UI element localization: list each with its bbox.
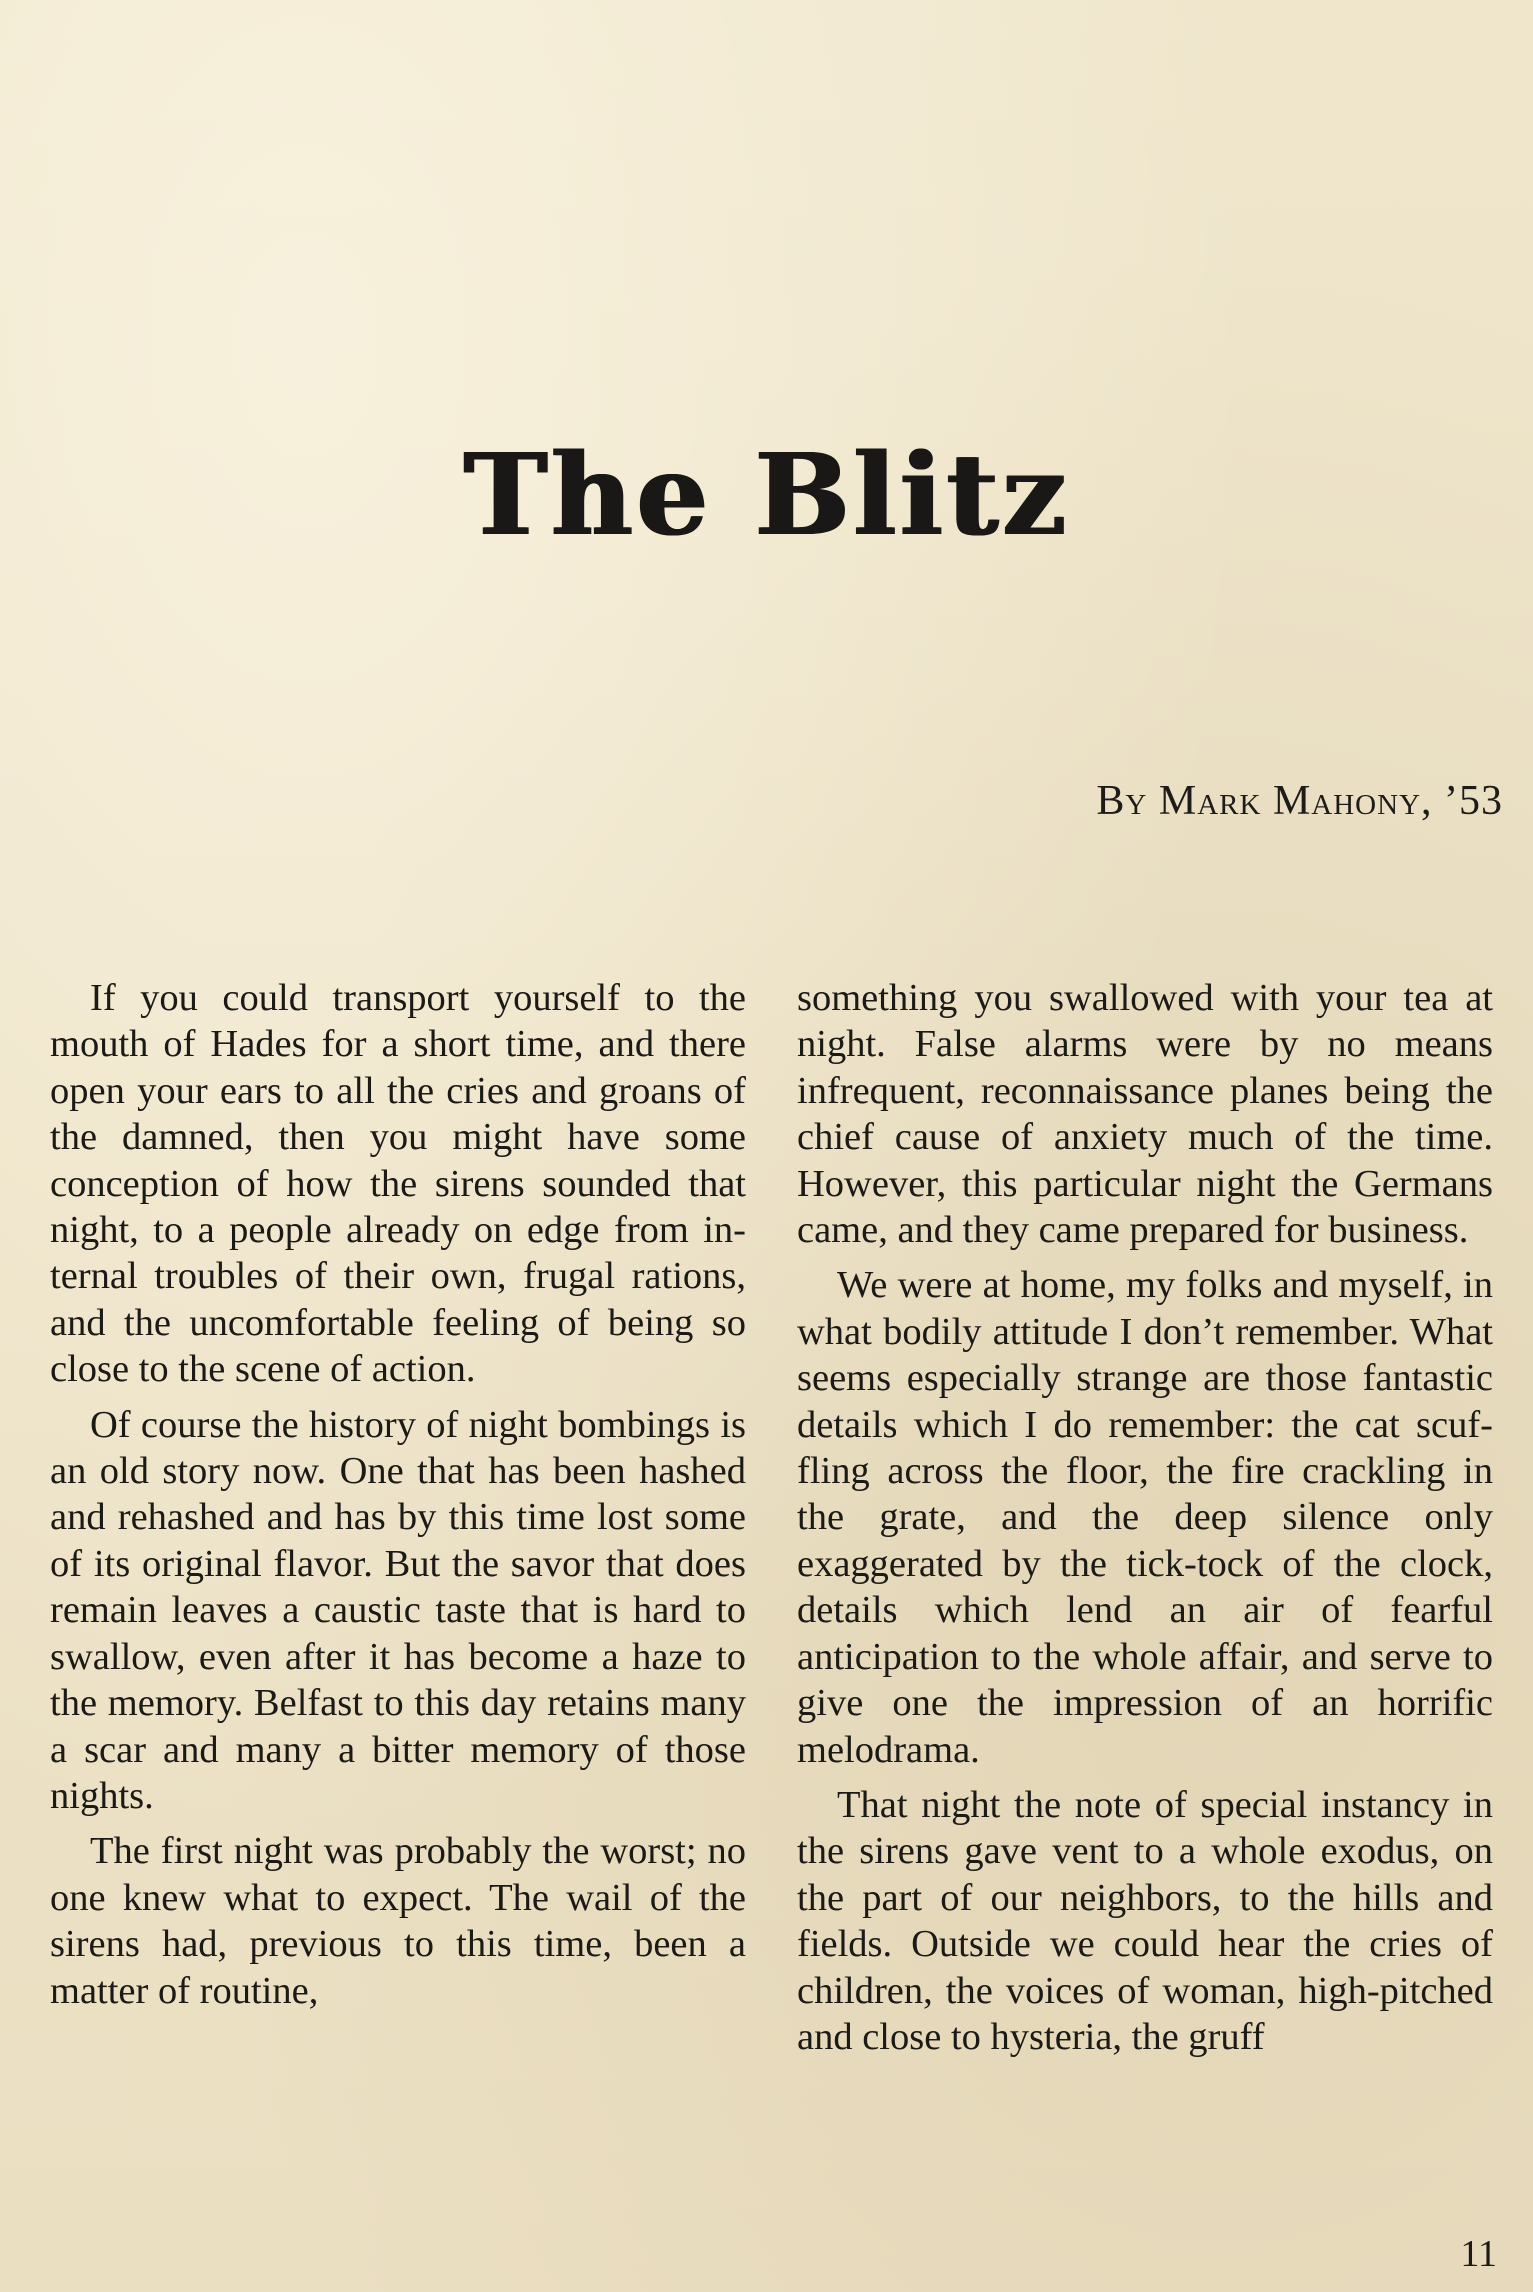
paragraph: We were at home, my folks and myself, in what bodily attitude I don’t remember. What seems especially strange are those fantastic details which I do remember: the cat scuffling across the floor, the fire crackling in the grate, and the deep silence only exaggerated by the tick-tock of the clock, details which lend an air of fearful anticipation to the whole affair, and serve to give one the impression of an horrific melodrama. [797,1264,1493,1771]
paragraph: If you could transport yourself to the mouth of Hades for a short time, and there open your ears to all the cries and groans of the damned, then you might have some conception of how the sirens sounded that night, to a people already on edge from internal troubles of their own, frugal rations, and the uncomfortable feeling of being so close to the scene of action. [50,977,746,1391]
paragraph: Of course the history of night bombings is an old story now. One that has been hashed and rehashed and has by this time lost some of its original flavor. But the savor that does remain leaves a caustic taste that is hard to swallow, even after it has become a haze to the memory. Belfast to this day retains many a scar and many a bitter memory of those nights. [50,1403,746,1817]
article-title: The Blitz [463,430,1070,561]
paragraph: The first night was probably the worst; no one knew what to expect. The wail of the sirens had, previous to this time, been a matter of routine, [50,1830,746,2012]
right-column [797,975,1493,2069]
paragraph: That night the note of special instancy in the sirens gave vent to a whole exodus, on the part of our neighbors, to the hills and fields. Outside we could hear the cries of children, the voices of woman, high-pitched and close to hysteria, the gruff [797,1783,1493,2058]
article-byline: By Mark Mahony, ’53 [1096,778,1503,824]
left-column [50,975,746,2023]
paragraph: something you swallowed with your tea at night. False alarms were by no means infrequent, reconnaissance planes being the chief cause of anxiety much of the time. However, this particular night the Germans came, and they came prepared for business. [797,977,1493,1252]
page-number: 11 [1460,2233,1497,2275]
